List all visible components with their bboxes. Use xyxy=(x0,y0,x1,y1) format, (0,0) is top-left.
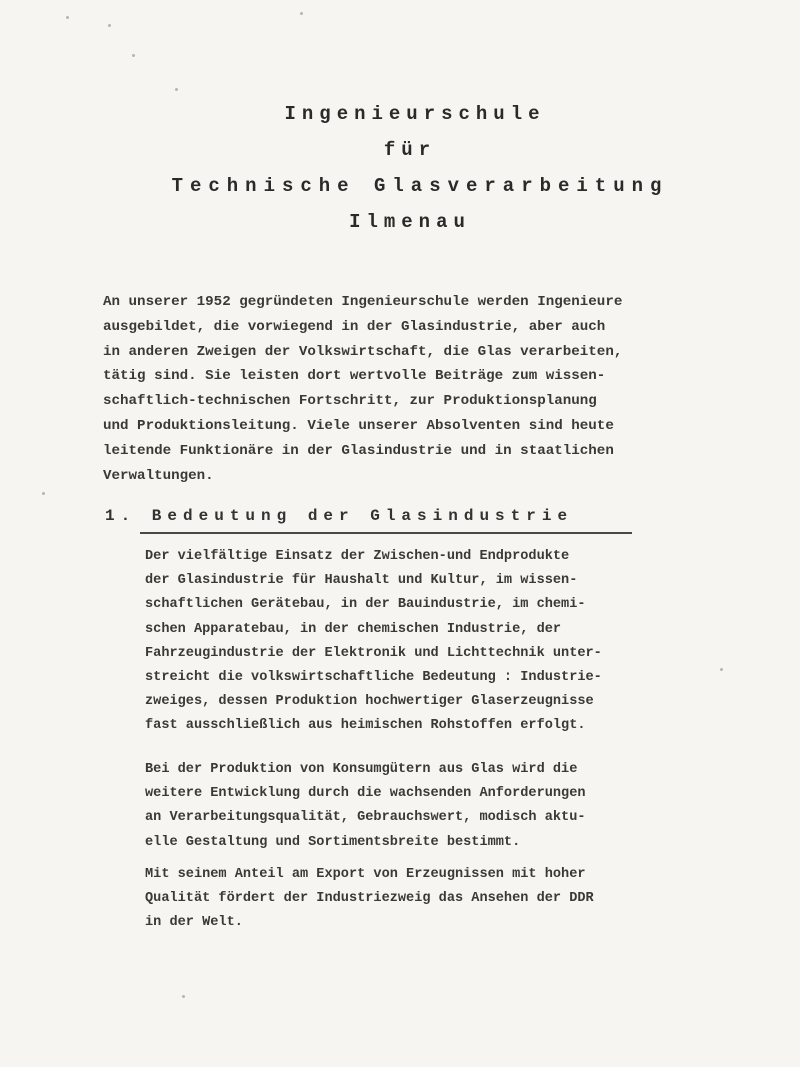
paragraph-line: schaftlichen Gerätebau, in der Bauindustrie, im chemi- xyxy=(145,597,586,613)
heading-underline xyxy=(140,532,632,534)
section-paragraph-3 xyxy=(145,863,735,936)
section-paragraph-1 xyxy=(145,545,735,739)
paragraph-line: Bei der Produktion von Konsumgütern aus Glas wird die xyxy=(145,762,578,777)
intro-line: in anderen Zweigen der Volkswirtschaft, die Glas verarbeiten, xyxy=(103,343,623,360)
title-line-4: Ilmenau xyxy=(349,211,471,233)
paper-speck xyxy=(720,668,723,671)
title-line-3: Technische Glasverarbeitung xyxy=(171,175,669,197)
paragraph-line: Fahrzeugindustrie der Elektronik und Lichttechnik unter- xyxy=(145,645,602,661)
intro-line: und Produktionsleitung. Viele unserer Absolventen sind heute xyxy=(103,417,614,434)
paper-speck xyxy=(175,88,178,91)
intro-line: leitende Funktionäre in der Glasindustrie und in staatlichen xyxy=(103,442,614,459)
intro-line: tätig sind. Sie leisten dort wertvolle Beiträge zum wissen- xyxy=(103,368,606,385)
paragraph-line: Mit seinem Anteil am Export von Erzeugnissen mit hoher xyxy=(145,867,586,882)
paragraph-line: elle Gestaltung und Sortimentsbreite bestimmt. xyxy=(145,834,521,850)
paragraph-line: Qualität fördert der Industriezweig das Ansehen der DDR xyxy=(145,891,594,907)
intro-paragraph xyxy=(103,290,743,488)
paper-speck xyxy=(182,995,185,998)
paper-speck xyxy=(132,54,135,57)
intro-line: Verwaltungen. xyxy=(103,467,214,484)
title-line-1: Ingenieurschule xyxy=(284,103,546,125)
intro-line: An unserer 1952 gegründeten Ingenieurschule werden Ingenieure xyxy=(103,294,623,310)
paragraph-line: der Glasindustrie für Haushalt und Kultur, im wissen- xyxy=(145,573,578,589)
paragraph-line: schen Apparatebau, in der chemischen Industrie, der xyxy=(145,621,562,637)
paragraph-line: zweiges, dessen Produktion hochwertiger Glaserzeugnisse xyxy=(145,694,594,710)
paragraph-line: an Verarbeitungsqualität, Gebrauchswert, modisch aktu- xyxy=(145,810,586,826)
paragraph-line: streicht die volkswirtschaftliche Bedeutung : Industrie- xyxy=(145,670,602,686)
document-title xyxy=(0,96,800,240)
paragraph-line: weitere Entwicklung durch die wachsenden Anforderungen xyxy=(145,786,586,802)
paper-speck xyxy=(108,24,111,27)
title-line-2: für xyxy=(383,139,437,161)
paragraph-line: Der vielfältige Einsatz der Zwischen-und Endprodukte xyxy=(145,549,570,564)
paper-speck xyxy=(66,16,69,19)
paragraph-line: fast ausschließlich aus heimischen Rohstoffen erfolgt. xyxy=(145,718,586,734)
paper-speck xyxy=(42,492,45,495)
intro-line: ausgebildet, die vorwiegend in der Glasindustrie, aber auch xyxy=(103,318,606,335)
paper-speck xyxy=(300,12,303,15)
section-paragraph-2 xyxy=(145,758,735,855)
intro-line: schaftlich-technischen Fortschritt, zur Produktionsplanung xyxy=(103,393,597,410)
section-heading: 1. Bedeutung der Glasindustrie xyxy=(105,507,574,525)
paragraph-line: in der Welt. xyxy=(145,915,243,931)
